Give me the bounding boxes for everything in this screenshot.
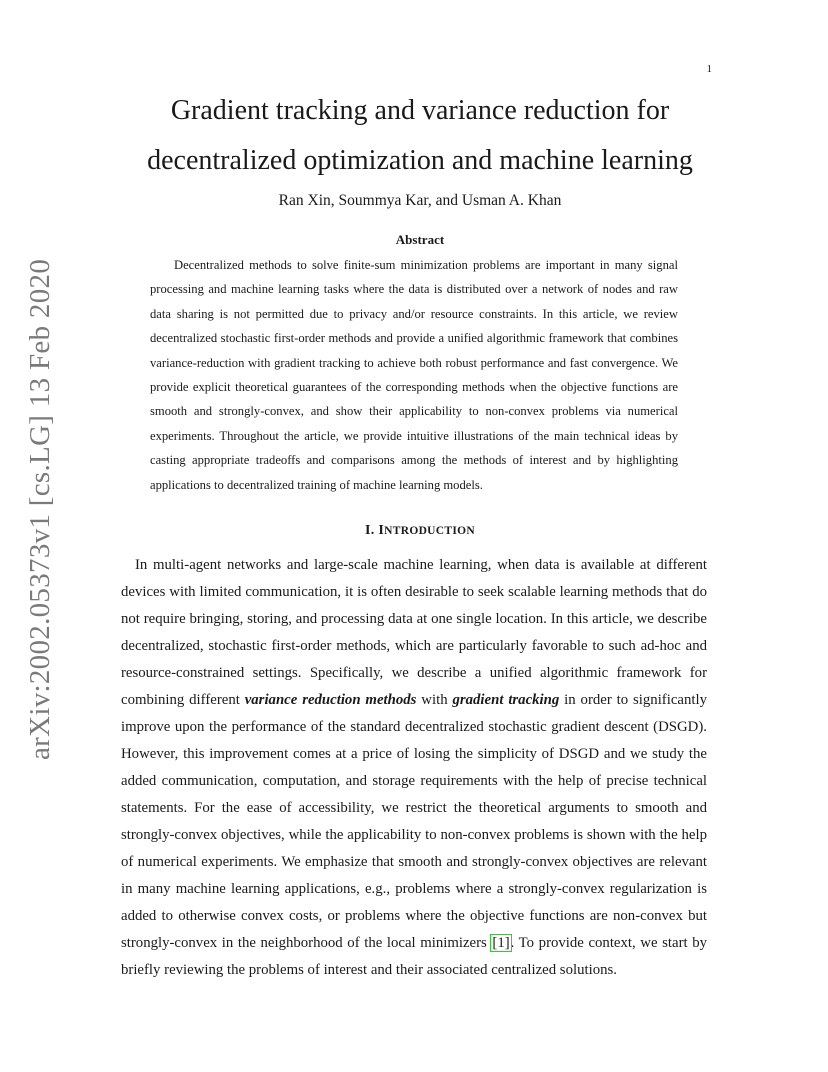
intro-text-4: . To provide context, we start by briefly reviewing the problems of interest and their associated centralized solutions. [121,935,708,978]
title-line-1: Gradient tracking and variance reduction for [170,95,670,126]
section-title-rest: NTRODUCTION [384,525,475,537]
introduction-paragraph [121,552,707,984]
intro-text-1: In multi-agent networks and large-scale machine learning, when data is available at different devices with limited communication, it is often desirable to seek scalable learning methods that do not require bringing, storing, and processing data at one single location. In this article, we describe decentralized, stochastic first-order methods, which are particularly favorable to such ad-hoc and resource-constrained settings. Specifically, we describe a unified algorithmic framework for combining different [121,557,707,708]
page-number: 1 [706,63,712,75]
paper-title [60,86,780,186]
intro-text-3: in order to significantly improve upon the performance of the standard decentralized stochastic gradient descent (DSGD). However, this improvement comes at a price of losing the simplicity of DSGD and we study the added communication, computation, and storage requirements with the help of precise technical statements. For the ease of accessibility, we restrict the theoretical arguments to smooth and strongly-convex objectives, while the applicability to non-convex problems is shown with the help of numerical experiments. We emphasize that smooth and strongly-convex objectives are relevant in many machine learning applications, e.g., problems where a strongly-convex regularization is added to otherwise convex costs, or problems where the objective functions are non-convex but strongly-convex in the neighborhood of the local minimizers [121,692,707,951]
section-heading [60,523,780,539]
abstract-heading: Abstract [395,232,445,247]
author-list: Ran Xin, Soummya Kar, and Usman A. Khan [278,192,562,209]
section-number: I. [365,523,375,538]
intro-text-2: with [421,692,448,708]
citation-link[interactable]: [1] [492,935,510,951]
emphasis-gradient-tracking: gradient tracking [452,692,560,708]
title-line-2: decentralized optimization and machine learning [147,145,693,176]
abstract-body: Decentralized methods to solve finite-sum minimization problems are important in many signal processing and machine learning tasks where the data is distributed over a network of nodes and raw data sharing is not permitted due to privacy and/or resource constraints. In this article, we review decentralized stochastic first-order methods and provide a unified algorithmic framework that combines variance-reduction with gradient tracking to achieve both robust performance and fast convergence. We provide explicit theoretical guarantees of the corresponding methods when the objective functions are smooth and strongly-convex, and show their applicability to non-convex problems via numerical experiments. Throughout the article, we provide intuitive illustrations of the main technical ideas by casting appropriate tradeoffs and comparisons among the methods of interest and by highlighting applications to decentralized training of machine learning models. [150,258,678,492]
arxiv-stamp: arXiv:2002.05373v1 [cs.LG] 13 Feb 2020 [24,258,56,760]
emphasis-variance-reduction: variance reduction methods [244,692,417,708]
section-title-initial: I [378,523,385,538]
